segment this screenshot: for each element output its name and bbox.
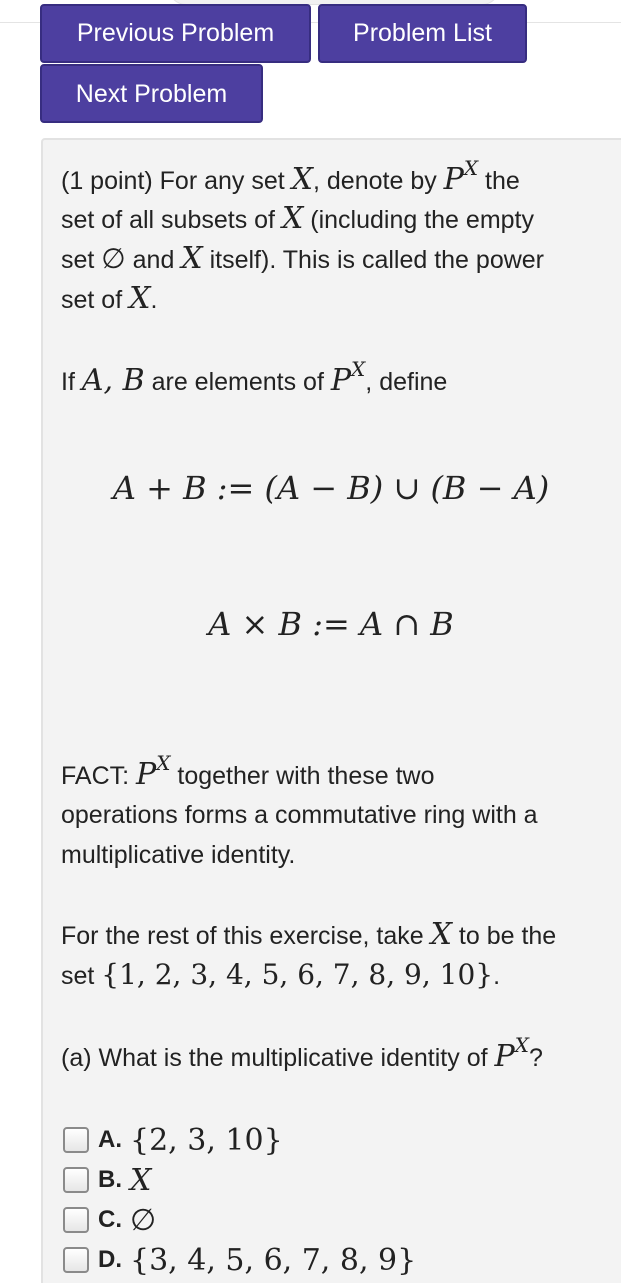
setup-line-1: For the rest of this exercise, take X to be the [61,917,557,952]
choice-b-letter: B. [98,1166,122,1193]
equation-addition: A + B := (A − B) ∪ (B − A) [112,469,550,507]
fact-line-1: FACT: $P^X$ together with these two [61,751,435,792]
previous-problem-button[interactable]: Previous Problem [40,4,311,63]
problem-text-line-4: set of X. [61,281,158,316]
choice-d-checkbox[interactable] [63,1247,89,1273]
equation-multiplication: A × B := A ∩ B [208,605,454,643]
choice-d[interactable] [63,1240,416,1280]
choice-a[interactable] [63,1120,283,1160]
choice-b-checkbox[interactable] [63,1167,89,1193]
choice-a-letter: A. [98,1126,122,1153]
choice-a-checkbox[interactable] [63,1127,89,1153]
choice-b-value: X [130,1162,152,1198]
choice-b[interactable] [63,1160,151,1200]
choice-d-value: {3, 4, 5, 6, 7, 8, 9} [130,1242,417,1278]
choice-a-value: {2, 3, 10} [130,1122,283,1158]
definition-intro: If A, B are elements of $P^X$, define [61,357,448,398]
question-a: (a) What is the multiplicative identity of $P^X$? [61,1033,543,1074]
choice-c-checkbox[interactable] [63,1207,89,1233]
choice-c-value: ∅ [130,1202,157,1238]
problem-text-line-3: set ∅ and X itself). This is called the power [61,241,545,276]
fact-line-2: operations forms a commutative ring with a [61,801,538,829]
next-problem-button[interactable]: Next Problem [40,64,263,123]
setup-line-2: set {1, 2, 3, 4, 5, 6, 7, 8, 9, 10}. [61,958,501,991]
fact-line-3: multiplicative identity. [61,841,296,869]
problem-list-button[interactable]: Problem List [318,4,527,63]
choice-c-letter: C. [98,1206,122,1233]
problem-text-line-1: (1 point) For any set X, denote by $P^X$ the [61,156,520,197]
choice-c[interactable] [63,1200,156,1240]
choice-d-letter: D. [98,1246,122,1273]
problem-text-line-2: set of all subsets of X (including the empty [61,201,534,236]
